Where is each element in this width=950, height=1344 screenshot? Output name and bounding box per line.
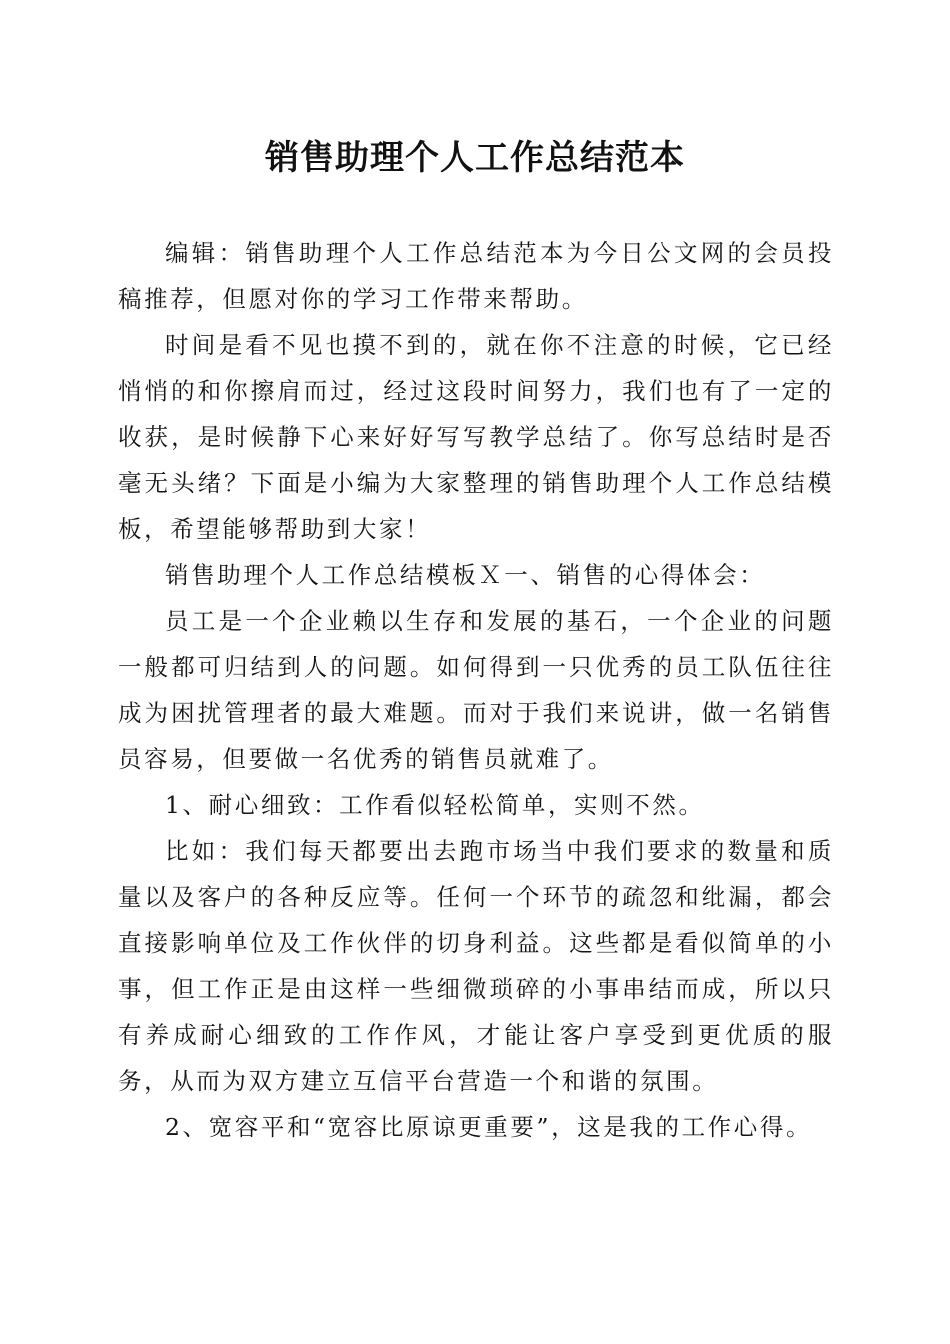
document-body <box>118 230 834 1150</box>
paragraph-section-heading: 销售助理个人工作总结模板Ｘ一、销售的心得体会： <box>165 561 766 589</box>
paragraph-point-1: 1、耐心细致：工作看似轻松简单，实则不然。 <box>165 791 705 819</box>
paragraph-employee: 员工是一个企业赖以生存和发展的基石，一个企业的问题一般都可归结到人的问题。如何得到一只优秀的员工队伍往往成为困扰管理者的最大难题。而对于我们来说讲，做一名销售员容易，但要做一名优秀的销售员就难了。 <box>118 607 834 773</box>
paragraph-example: 比如：我们每天都要出去跑市场当中我们要求的数量和质量以及客户的各种反应等。任何一个环节的疏忽和纰漏，都会直接影响单位及工作伙伴的切身利益。这些都是看似简单的小事，但工作正是由这样一些细微琐碎的小事串结而成，所以只有养成耐心细致的工作作风，才能让客户享受到更优质的服务，从而为双方建立互信平台营造一个和谐的氛围。 <box>118 837 834 1095</box>
document-title: 销售助理个人工作总结范本 <box>265 138 685 178</box>
paragraph-editor-note: 编辑：销售助理个人工作总结范本为今日公文网的会员投稿推荐，但愿对你的学习工作带来帮助。 <box>118 239 834 313</box>
paragraph-intro: 时间是看不见也摸不到的，就在你不注意的时候，它已经悄悄的和你擦肩而过，经过这段时间努力，我们也有了一定的收获，是时候静下心来好好写写教学总结了。你写总结时是否毫无头绪？下面是小编为大家整理的销售助理个人工作总结模板，希望能够帮助到大家！ <box>118 331 834 543</box>
paragraph-point-2: 2、宽容平和“宽容比原谅更重要”，这是我的工作心得。 <box>165 1113 813 1141</box>
